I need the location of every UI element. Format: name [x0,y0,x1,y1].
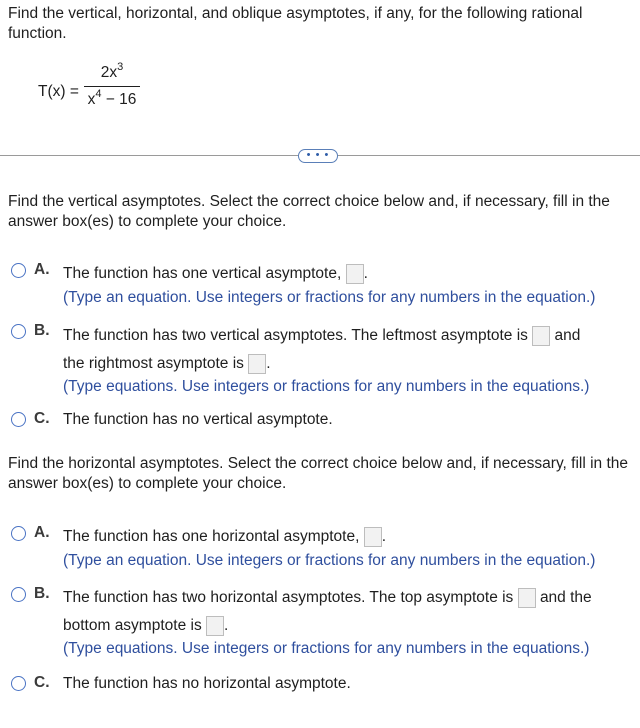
denominator: $x^4 - 16$ [87,88,137,108]
horizontal-option-a-letter: A. [34,524,50,541]
vertical-option-b-text2: the rightmost asymptote is . [63,355,271,373]
vertical-option-b-radio[interactable] [11,324,26,339]
horizontal-option-b-radio[interactable] [11,587,26,602]
vertical-option-c-text: The function has no vertical asymptote. [63,411,333,428]
horizontal-b-bottom-answer-box[interactable] [206,616,224,636]
vertical-prompt: Find the vertical asymptotes. Select the correct choice below and, if necessary, fill in the answer box(es) to complete your choice. [8,193,610,230]
vertical-option-b-hint: (Type equations. Use integers or fractions for any numbers in the equations.) [63,378,590,395]
horizontal-prompt: Find the horizontal asymptotes. Select the correct choice below and, if necessary, fill in the answer box(es) to complete your choice. [8,455,629,492]
vertical-option-a-text: The function has one vertical asymptote, . [63,265,368,283]
horizontal-a-answer-box[interactable] [364,527,382,547]
horizontal-option-a-hint: (Type an equation. Use integers or fractions for any numbers in the equation.) [63,552,596,569]
horizontal-option-b-text2: bottom asymptote is . [63,617,229,635]
horizontal-option-b-hint: (Type equations. Use integers or fractions for any numbers in the equations.) [63,640,590,657]
horizontal-option-c-radio[interactable] [11,676,26,691]
vertical-b-right-answer-box[interactable] [248,354,266,374]
vertical-option-b-text: The function has two vertical asymptotes. The leftmost asymptote is and [63,327,581,345]
vertical-b-left-answer-box[interactable] [532,326,550,346]
horizontal-option-c-letter: C. [34,674,50,691]
function-name: T(x) = [38,83,79,100]
vertical-option-a-hint: (Type an equation. Use integers or fractions for any numbers in the equation.) [63,289,596,306]
vertical-a-answer-box[interactable] [346,264,364,284]
more-button[interactable]: • • • [298,149,338,163]
horizontal-b-top-answer-box[interactable] [518,588,536,608]
vertical-option-b-letter: B. [34,322,50,339]
vertical-option-c-letter: C. [34,410,50,427]
horizontal-option-a-text: The function has one horizontal asymptote, . [63,528,387,546]
numerator: $2x^3$ [100,61,124,81]
vertical-option-a-radio[interactable] [11,263,26,278]
vertical-option-c-radio[interactable] [11,412,26,427]
horizontal-option-b-text: The function has two horizontal asymptotes. The top asymptote is and the [63,589,592,607]
horizontal-option-a-radio[interactable] [11,526,26,541]
rational-function [84,62,140,111]
fraction-bar [84,86,140,87]
horizontal-option-b-letter: B. [34,585,50,602]
vertical-option-a-letter: A. [34,261,50,278]
horizontal-option-c-text: The function has no horizontal asymptote. [63,675,351,692]
problem-prompt: Find the vertical, horizontal, and oblique asymptotes, if any, for the following rational function. [8,5,583,42]
